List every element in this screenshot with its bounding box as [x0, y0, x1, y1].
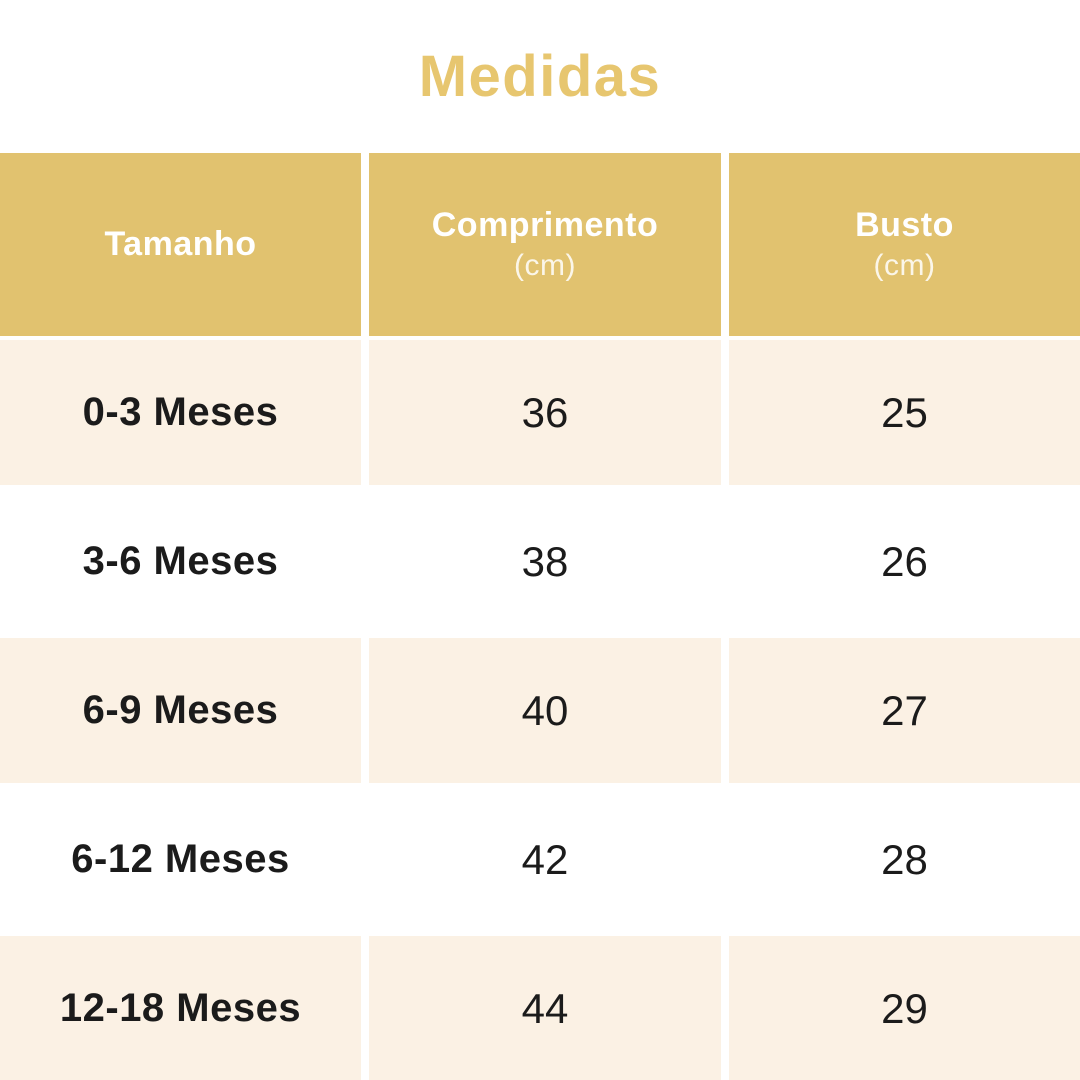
table-row-0-size-cell: [0, 340, 361, 485]
busto-value: 26: [881, 537, 928, 585]
column-header-label: Busto: [855, 206, 954, 244]
size-chart-table: [0, 153, 1080, 1080]
column-header-label: Tamanho: [104, 225, 257, 263]
table-row-2-size-cell: [0, 638, 361, 783]
page-title: Medidas: [418, 44, 662, 109]
busto-value: 27: [881, 686, 928, 734]
size-label: 6-12 Meses: [71, 837, 290, 881]
column-header-unit: (cm): [873, 249, 936, 282]
size-label: 0-3 Meses: [82, 390, 279, 434]
column-header-comprimento: [369, 153, 721, 336]
busto-value: 28: [881, 835, 928, 883]
table-row-3-size-cell: [0, 787, 361, 932]
column-header-label: Comprimento: [431, 206, 659, 244]
table-row-1-comprimento-cell: [369, 489, 721, 634]
table-row-4-size-cell: [0, 936, 361, 1080]
busto-value: 25: [881, 388, 928, 436]
column-header-unit: (cm): [514, 249, 576, 282]
table-row-2-busto-cell: [729, 638, 1080, 783]
table-row-1-busto-cell: [729, 489, 1080, 634]
table-row-4-busto-cell: [729, 936, 1080, 1080]
table-row-1-size-cell: [0, 489, 361, 634]
table-row-0-busto-cell: [729, 340, 1080, 485]
size-label: 3-6 Meses: [82, 539, 279, 583]
comprimento-value: 38: [521, 537, 569, 585]
table-row-2-comprimento-cell: [369, 638, 721, 783]
table-row-0-comprimento-cell: [369, 340, 721, 485]
comprimento-value: 42: [521, 835, 569, 883]
title-bar: [0, 0, 1080, 153]
table-row-3-busto-cell: [729, 787, 1080, 932]
table-row-4-comprimento-cell: [369, 936, 721, 1080]
table-row-3-comprimento-cell: [369, 787, 721, 932]
size-label: 6-9 Meses: [82, 688, 279, 732]
comprimento-value: 44: [521, 984, 569, 1032]
comprimento-value: 40: [521, 686, 569, 734]
column-header-busto: [729, 153, 1080, 336]
comprimento-value: 36: [521, 388, 569, 436]
size-label: 12-18 Meses: [59, 986, 302, 1030]
column-header-tamanho: [0, 153, 361, 336]
busto-value: 29: [881, 984, 928, 1032]
